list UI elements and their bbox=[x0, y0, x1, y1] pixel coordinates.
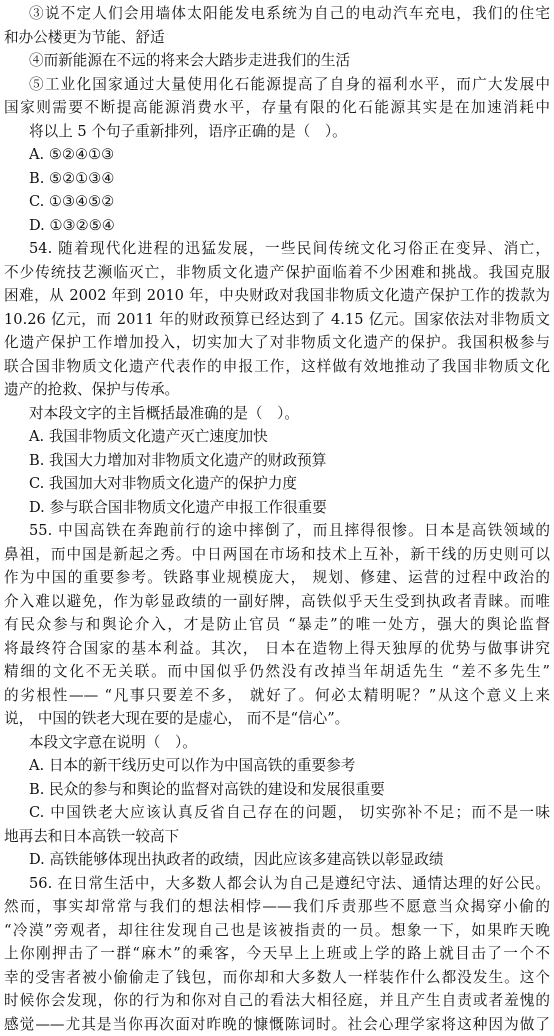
text-line: 然而，事实却常常与我们的想法相悖——我们斥责那些不愿意当众揭穿小偷的 bbox=[0, 895, 554, 919]
text-line: ⑤工业化国家通过大量使用化石能源提高了自身的福利水平，而广大发展中 bbox=[0, 73, 554, 97]
text-line: 对本段文字的主旨概括最准确的是（ ）。 bbox=[0, 402, 554, 426]
text-line: 将最终符合国家的基本利益。其次， 日本在造物上得天独厚的优势与做事讲究 bbox=[0, 637, 554, 661]
document-page bbox=[0, 2, 554, 1036]
text-line: 作为中国的重要参考。铁路事业规模庞大， 规划、修建、运营的过程中政治的 bbox=[0, 566, 554, 590]
text-line: D. 参与联合国非物质文化遗产申报工作很重要 bbox=[0, 496, 554, 520]
text-line: 感觉——尤其是当你再次面对昨晚的慷慨陈词时。社会心理学家将这种因为做了 bbox=[0, 1013, 554, 1036]
text-line: C. 中国铁老大应该认真反省自己存在的问题， 切实弥补不足；而不是一味 bbox=[0, 801, 554, 825]
text-line: ④而新能源在不远的将来会大踏步走进我们的生活 bbox=[0, 49, 554, 73]
text-line: 和办公楼更为节能、舒适 bbox=[0, 26, 554, 50]
text-line: 本段文字意在说明（ ）。 bbox=[0, 731, 554, 755]
text-line: C. 我国加大对非物质文化遗产的保护力度 bbox=[0, 472, 554, 496]
text-line: C. ①③④⑤② bbox=[0, 190, 554, 214]
text-line: 困难，从 2002 年到 2010 年，中央财政对我国非物质文化遗产保护工作的拨款为 bbox=[0, 284, 554, 308]
text-line: 将以上 5 个句子重新排列，语序正确的是（ ）。 bbox=[0, 120, 554, 144]
text-line: 有民众参与和舆论介入，才是防止官员 “暴走”的唯一处方，强大的舆论监督 bbox=[0, 613, 554, 637]
text-line: B. 我国大力增加对非物质文化遗产的财政预算 bbox=[0, 449, 554, 473]
text-line: 介入难以避免，作为彰显政绩的一副好牌，高铁似乎天生受到执政者青睐。而唯 bbox=[0, 590, 554, 614]
text-line: 地再去和日本高铁一较高下 bbox=[0, 825, 554, 849]
text-line: 化遗产保护工作增加投入，切实加大了对非物质文化遗产的保护。我国积极参与 bbox=[0, 331, 554, 355]
text-line: 10.26 亿元，而 2011 年的财政预算已经达到了 4.15 亿元。国家依法对非物质文 bbox=[0, 308, 554, 332]
text-line: 54. 随着现代化进程的迅猛发展，一些民间传统文化习俗正在变异、消亡， bbox=[0, 237, 554, 261]
text-line: 遗产的抢救、保护与传承。 bbox=[0, 378, 554, 402]
text-line: 说， 中国的铁老大现在要的是虚心， 而不是“信心”。 bbox=[0, 707, 554, 731]
text-line: A. 我国非物质文化遗产灭亡速度加快 bbox=[0, 425, 554, 449]
text-line: D. 高铁能够体现出执政者的政绩，因此应该多建高铁以彰显政绩 bbox=[0, 848, 554, 872]
text-line: 鼻祖，而中国是新起之秀。中日两国在市场和技术上互补，新干线的历史则可以 bbox=[0, 543, 554, 567]
text-line: ③说不定人们会用墙体太阳能发电系统为自己的电动汽车充电，我们的住宅 bbox=[0, 2, 554, 26]
text-line: 56. 在日常生活中，大多数人都会认为自己是遵纪守法、通情达理的好公民。 bbox=[0, 872, 554, 896]
text-line: 的劣根性—— “凡事只要差不多， 就好了。何必太精明呢？”从这个意义上来 bbox=[0, 684, 554, 708]
text-line: B. ⑤②①③④ bbox=[0, 167, 554, 191]
text-line: 不少传统技艺濒临灭亡，非物质文化遗产保护面临着不少困难和挑战。我国克服 bbox=[0, 261, 554, 285]
text-line: A. ⑤②④①③ bbox=[0, 143, 554, 167]
text-line: “冷漠”旁观者，却往往发现自己也是该被指责的一员。想象一下，如果昨天晚 bbox=[0, 919, 554, 943]
text-line: A. 日本的新干线历史可以作为中国高铁的重要参考 bbox=[0, 754, 554, 778]
text-line: 精细的文化不无关联。而中国似乎仍然没有改掉当年胡适先生 “差不多先生” bbox=[0, 660, 554, 684]
text-line: 幸的受害者被小偷偷走了钱包，而你却和大多数人一样装作什么都没发生。这个 bbox=[0, 966, 554, 990]
text-line: 国家则需要不断提高能源消费水平，存量有限的化石能源其实是在加速消耗中 bbox=[0, 96, 554, 120]
text-line: 时候你会发现，你的行为和你对自己的看法大相径庭，并且产生自责或者羞愧的 bbox=[0, 989, 554, 1013]
text-line: D. ①③②⑤④ bbox=[0, 214, 554, 238]
text-line: 上你刚押击了一群“麻木”的乘客，今天早上上班或上学的路上就目击了一个不 bbox=[0, 942, 554, 966]
text-line: B. 民众的参与和舆论的监督对高铁的建设和发展很重要 bbox=[0, 778, 554, 802]
text-line: 55. 中国高铁在奔跑前行的途中摔倒了，而且摔得很惨。日本是高铁领域的 bbox=[0, 519, 554, 543]
text-line: 联合国非物质文化遗产代表作的申报工作，这样做有效地推动了我国非物质文化 bbox=[0, 355, 554, 379]
